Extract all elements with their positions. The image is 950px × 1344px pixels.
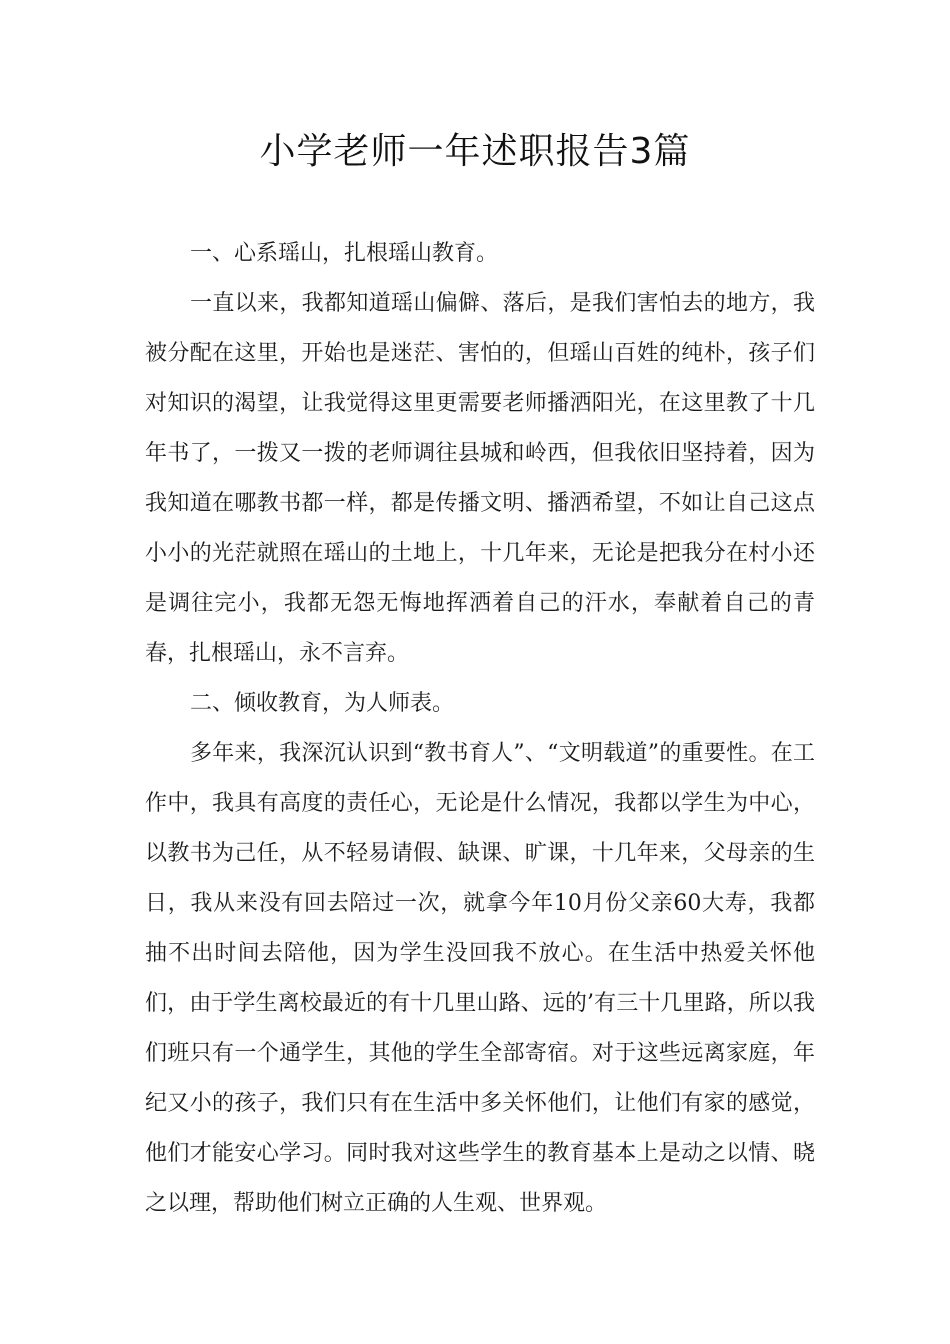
paragraph-2: 多年来，我深沉认识到“教书育人”、“文明载道”的重要性。在工作中，我具有高度的责任心，无论是什么情况，我都以学生为中心，以教书为己任，从不轻易请假、缺课、旷课，十几年来，父母亲的生日，我从来没有回去陪过一次，就拿今年10月份父亲60大寿，我都抽不出时间去陪他，因为学生没回我不放心。在生活中热爱关怀他们，由于学生离校最近的有十几里山路、远的’有三十几里路，所以我们班只有一个通学生，其他的学生全部寄宿。对于这些远离家庭，年纪又小的孩子，我们只有在生活中多关怀他们，让他们有家的感觉，他们才能安心学习。同时我对这些学生的教育基本上是动之以情、晓之以理，帮助他们树立正确的人生观、世界观。 bbox=[145, 741, 815, 1216]
document-body bbox=[145, 229, 815, 1229]
document-title: 小学老师一年述职报告3篇 bbox=[259, 131, 691, 172]
paragraph-1: 一直以来，我都知道瑶山偏僻、落后，是我们害怕去的地方，我被分配在这里，开始也是迷茫、害怕的，但瑶山百姓的纯朴，孩子们对知识的渴望，让我觉得这里更需要老师播洒阳光，在这里教了十几年书了，一拨又一拨的老师调往县城和岭西，但我依旧坚持着，因为我知道在哪教书都一样，都是传播文明、播洒希望，不如让自己这点小小的光茫就照在瑶山的土地上，十几年来，无论是把我分在村小还是调往完小，我都无怨无悔地挥洒着自己的汗水，奉献着自己的青春，扎根瑶山，永不言弃。 bbox=[145, 291, 815, 666]
section-heading-2: 二、倾收教育，为人师表。 bbox=[190, 691, 455, 716]
section-heading-1: 一、心系瑶山，扎根瑶山教育。 bbox=[190, 241, 499, 266]
